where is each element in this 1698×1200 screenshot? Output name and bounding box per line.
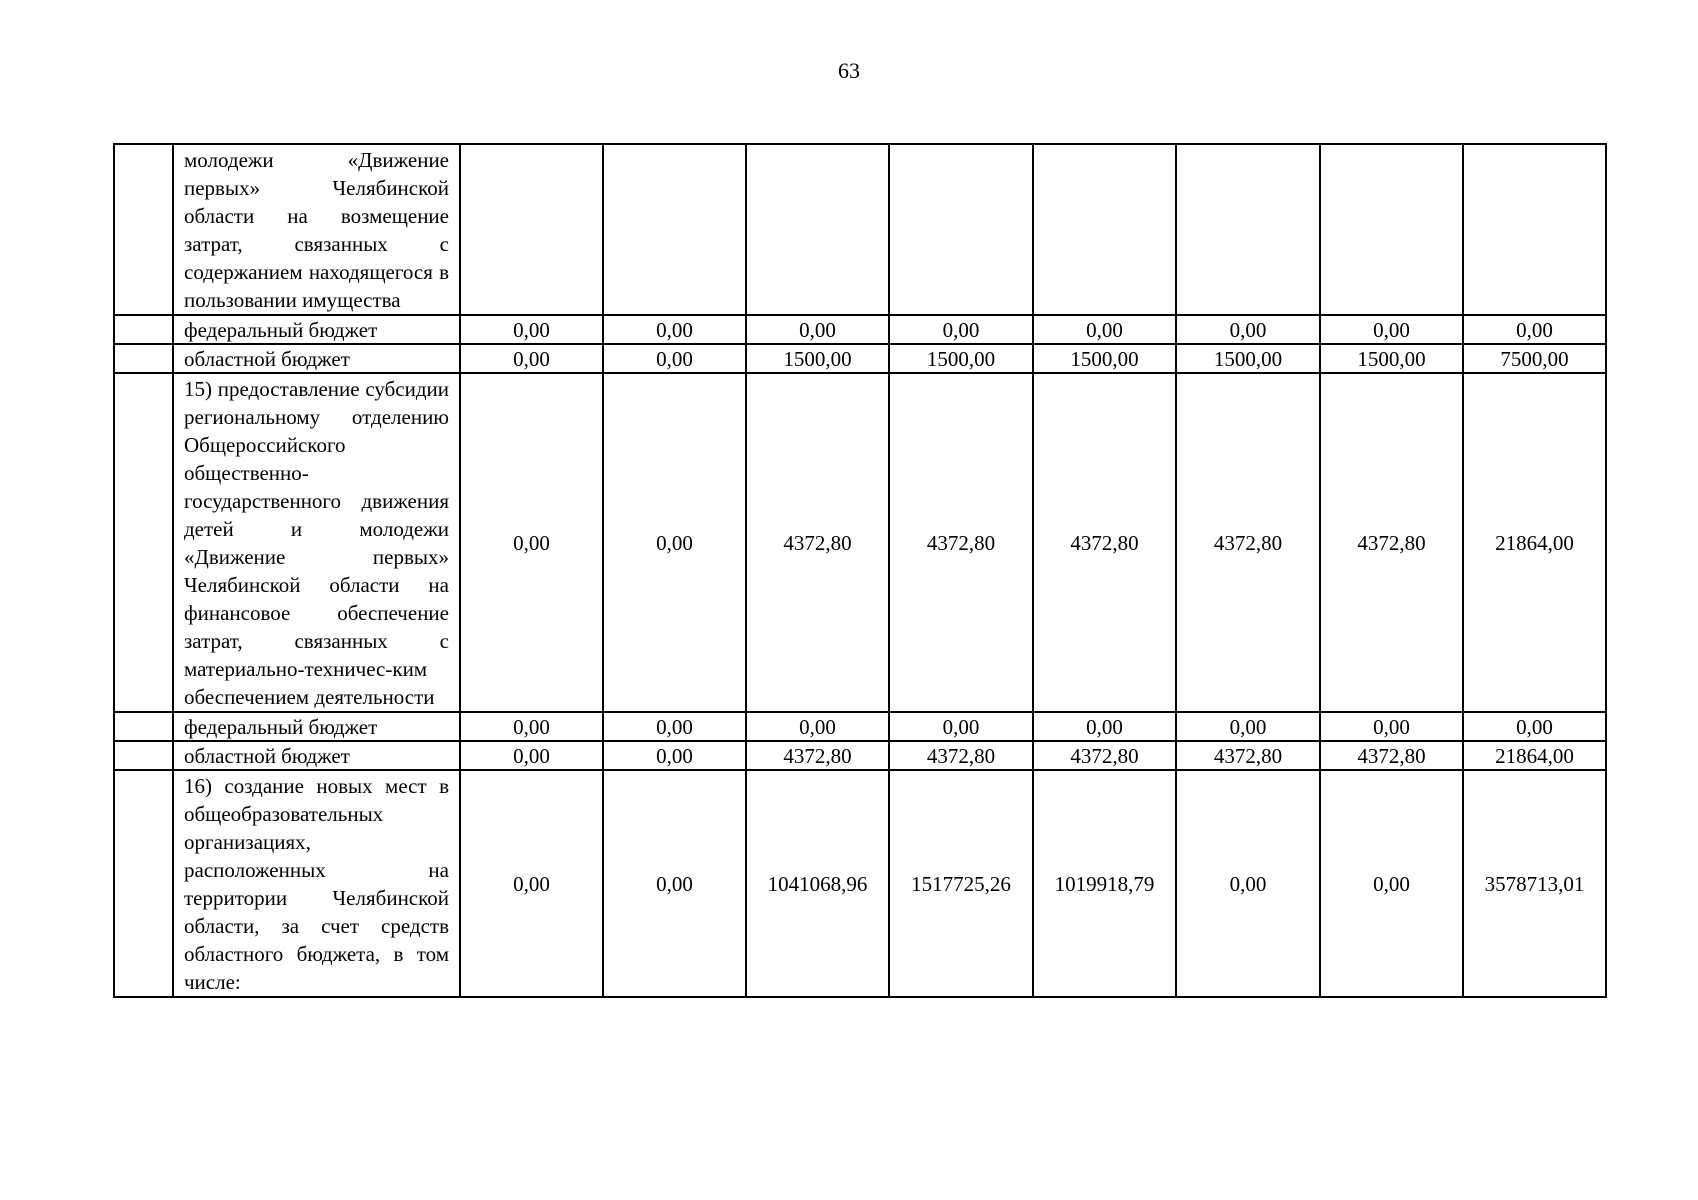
value-cell: 0,00 [460, 770, 603, 997]
value-cell: 0,00 [1176, 315, 1320, 344]
value-cell: 0,00 [1176, 712, 1320, 741]
value-cell: 0,00 [746, 315, 889, 344]
value-cell: 1500,00 [889, 344, 1033, 373]
value-cell: 0,00 [746, 712, 889, 741]
value-cell: 4372,80 [1320, 373, 1463, 712]
value-cell: 0,00 [603, 315, 746, 344]
table-row [114, 373, 1606, 712]
value-cell: 0,00 [1320, 315, 1463, 344]
row-description: молодежи «Движение первых» Челябинской области на возмещение затрат, связанных с содержанием находящегося в пользовании имущества [173, 144, 460, 315]
value-cell: 1500,00 [1176, 344, 1320, 373]
value-cell: 0,00 [603, 373, 746, 712]
value-cell [746, 144, 889, 315]
value-cell: 1500,00 [746, 344, 889, 373]
row-description: федеральный бюджет [173, 712, 460, 741]
table-body [114, 144, 1606, 997]
value-cell: 0,00 [1320, 770, 1463, 997]
value-cell: 1500,00 [1033, 344, 1176, 373]
table-row [114, 315, 1606, 344]
table-row [114, 144, 1606, 315]
value-cell: 0,00 [460, 315, 603, 344]
row-description: 15) предоставление субсидии региональному отделению Общероссийского общественно-государственного движения детей и молодежи «Движение первых» Челябинской области на финансовое обеспечение затрат, связанных с материально-техничес-ким обеспечением деятельности [173, 373, 460, 712]
value-cell: 0,00 [1033, 315, 1176, 344]
budget-table [113, 143, 1607, 998]
row-description: 16) создание новых мест в общеобразовательных организациях, расположенных на территории Челябинской области, за счет средств областного бюджета, в том числе: [173, 770, 460, 997]
value-cell: 0,00 [1176, 770, 1320, 997]
value-cell: 21864,00 [1463, 373, 1606, 712]
table-row [114, 741, 1606, 770]
value-cell: 4372,80 [889, 373, 1033, 712]
value-cell: 0,00 [460, 741, 603, 770]
value-cell: 4372,80 [746, 741, 889, 770]
value-cell: 0,00 [889, 712, 1033, 741]
row-description: областной бюджет [173, 741, 460, 770]
value-cell: 4372,80 [1320, 741, 1463, 770]
value-cell: 0,00 [889, 315, 1033, 344]
value-cell: 7500,00 [1463, 344, 1606, 373]
row-description: областной бюджет [173, 344, 460, 373]
table-row [114, 712, 1606, 741]
value-cell: 0,00 [1320, 712, 1463, 741]
value-cell: 4372,80 [746, 373, 889, 712]
page-number: 63 [838, 58, 860, 83]
value-cell: 3578713,01 [1463, 770, 1606, 997]
value-cell: 4372,80 [1176, 741, 1320, 770]
row-number-cell [114, 712, 173, 741]
value-cell [603, 144, 746, 315]
value-cell: 0,00 [603, 712, 746, 741]
row-number-cell [114, 770, 173, 997]
value-cell: 1041068,96 [746, 770, 889, 997]
value-cell: 0,00 [460, 373, 603, 712]
value-cell [1033, 144, 1176, 315]
value-cell: 4372,80 [1033, 741, 1176, 770]
value-cell [1463, 144, 1606, 315]
row-number-cell [114, 373, 173, 712]
row-number-cell [114, 144, 173, 315]
row-number-cell [114, 315, 173, 344]
row-number-cell [114, 344, 173, 373]
value-cell: 4372,80 [1176, 373, 1320, 712]
value-cell: 0,00 [460, 712, 603, 741]
value-cell [1176, 144, 1320, 315]
value-cell: 1500,00 [1320, 344, 1463, 373]
value-cell [1320, 144, 1463, 315]
value-cell: 0,00 [603, 344, 746, 373]
value-cell: 0,00 [603, 770, 746, 997]
row-number-cell [114, 741, 173, 770]
table-row [114, 770, 1606, 997]
table-row [114, 344, 1606, 373]
value-cell: 21864,00 [1463, 741, 1606, 770]
value-cell [460, 144, 603, 315]
value-cell: 1517725,26 [889, 770, 1033, 997]
value-cell: 0,00 [1463, 712, 1606, 741]
value-cell: 0,00 [603, 741, 746, 770]
value-cell: 1019918,79 [1033, 770, 1176, 997]
value-cell [889, 144, 1033, 315]
value-cell: 0,00 [1463, 315, 1606, 344]
value-cell: 4372,80 [1033, 373, 1176, 712]
value-cell: 0,00 [1033, 712, 1176, 741]
row-description: федеральный бюджет [173, 315, 460, 344]
value-cell: 4372,80 [889, 741, 1033, 770]
value-cell: 0,00 [460, 344, 603, 373]
